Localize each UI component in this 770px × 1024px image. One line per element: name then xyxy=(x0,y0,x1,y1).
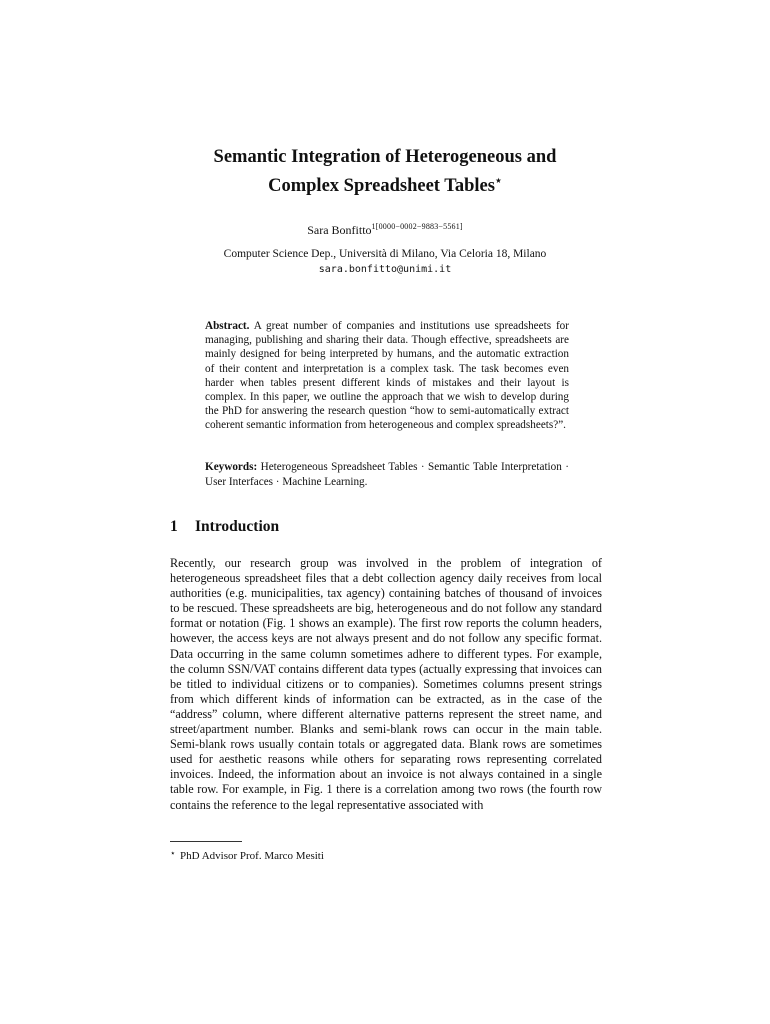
keywords-text: Heterogeneous Spreadsheet Tables · Semantic Table Interpretation · User Interfaces · Machine Learning. xyxy=(205,461,569,488)
section-body: Recently, our research group was involved in the problem of integration of heterogeneous spreadsheet files that a debt collection agency daily receives from local authorities (e.g. municipalities, tax agency) containing batches of thousand of invoices to be rescued. These spreadsheets are big, heterogeneous and do not follow any standard format or notation (Fig. 1 shows an example). The first row reports the column headers, however, the access keys are not always present and do not follow any specific format. Data occurring in the same column sometimes adhere to different types. For example, the column SSN/VAT contains different data types (actually expressing that invoices can be titled to individual citizens or to companies). Sometimes columns present strings from which different kinds of information can be extracted, as in the case of the “address” column, where different alternative patterns represent the street name, and street/apartment number. Blanks and semi-blank rows can occur in the main table. Semi-blank rows usually contain totals or aggregated data. Blank rows are sometimes used for aesthetic reasons while others for separating rows representing correlated invoices. Indeed, the information about an invoice is not always contained in a single table row. For example, in Fig. 1 there is a correlation among two rows (the fourth row contains the reference to the legal representative associated with xyxy=(170,556,602,812)
paper-title xyxy=(120,145,650,198)
title-line-2-text: Complex Spreadsheet Tables xyxy=(268,176,495,197)
author-name: Sara Bonfitto xyxy=(307,223,372,237)
title-line-2 xyxy=(120,169,650,198)
author-email[interactable]: sara.bonfitto@unimi.it xyxy=(318,264,452,275)
title-line-1: Semantic Integration of Heterogeneous and xyxy=(213,147,557,167)
abstract-label: Abstract. xyxy=(205,320,250,332)
author-line xyxy=(120,219,650,238)
footnote-text: PhD Advisor Prof. Marco Mesiti xyxy=(180,850,324,862)
section-number: 1 xyxy=(170,518,178,535)
footnote-mark: ⋆ xyxy=(170,848,176,858)
footnote xyxy=(170,846,324,863)
title-footnote-mark: ⋆ xyxy=(494,175,502,187)
abstract xyxy=(205,319,569,433)
section-heading xyxy=(170,517,279,537)
keywords xyxy=(205,460,569,490)
abstract-text: A great number of companies and institutions use spreadsheets for managing, publishing and sharing their data. Though effective, spreadsheets are mainly designed for being interpreted by humans, and the automatic extraction of their content and interpretation is a complex task. The task becomes even harder when tables present different kinds of mistakes and their layout is complex. In this paper, we outline the approach that we wish to develop during the PhD for answering the research question “how to semi-automatically extract coherent semantic information from heterogeneous and complex spreadsheets?”. xyxy=(205,320,569,432)
section-title: Introduction xyxy=(195,518,280,535)
affiliation-block xyxy=(120,247,650,277)
affiliation: Computer Science Dep., Università di Milano, Via Celoria 18, Milano xyxy=(223,248,547,260)
keywords-label: Keywords: xyxy=(205,461,258,473)
footnote-divider xyxy=(170,841,242,842)
author-orcid-marker: 1[0000−0002−9883−5561] xyxy=(371,222,463,231)
